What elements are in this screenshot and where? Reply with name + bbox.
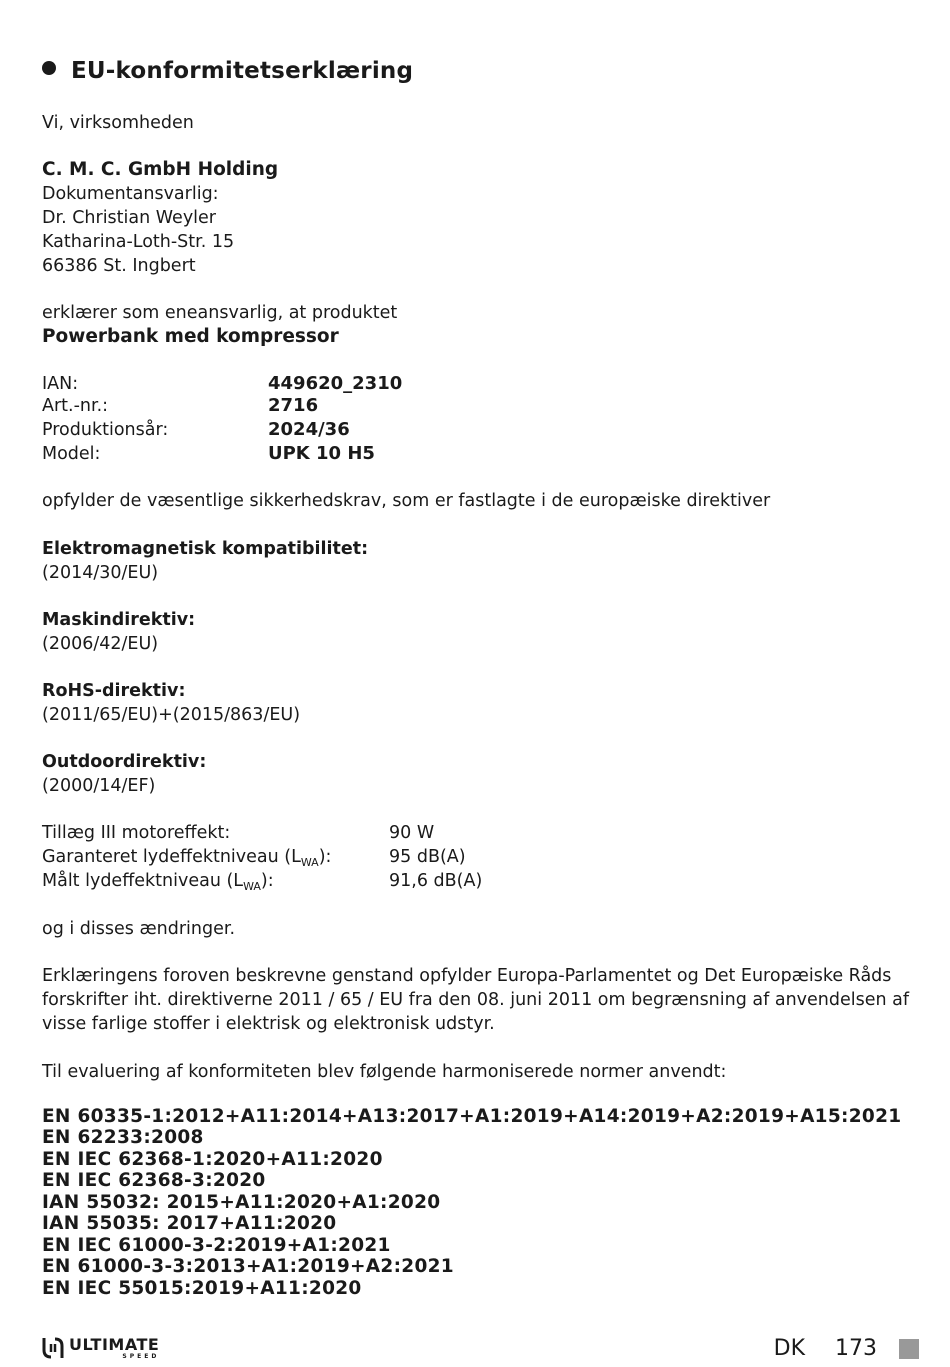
standard-item: EN 62233:2008 [42,1127,204,1148]
company-city: 66386 St. Ingbert [42,256,196,276]
directive-ref: (2011/65/EU)+(2015/863/EU) [42,705,301,725]
standard-item: IAN 55035: 2017+A11:2020 [42,1213,337,1234]
language-code: DK [773,1336,805,1361]
rohs-paragraph: Erklæringens foroven beskrevne genstand opfylder Europa-Parlamentet og Det Europæiske Råds forskrifter iht. direktiverne 2011 / 65 / EU fra den 08. juni 2011 om begrænsning af anvendelsen af visse farlige stoffer i elektrisk og elektronisk udstyr. [42,966,910,1034]
page-footer [774,1336,919,1361]
intro-text: Vi, virksomheden [42,113,194,133]
directive-ref: (2006/42/EU) [42,634,159,654]
measured-label: Målt lydeffektniveau $(L_{WA})$: [42,871,274,893]
ultimate-logo-icon [42,1336,64,1360]
page-marker-square [899,1339,919,1359]
standard-item: EN 61000-3-3:2013+A1:2019+A2:2021 [42,1256,454,1277]
detail-value-year: 2024/36 [268,419,350,440]
motor-value: 90 W [389,823,435,843]
standard-item: EN IEC 61000-3-2:2019+A1:2021 [42,1235,391,1256]
standard-item: EN IEC 62368-1:2020+A11:2020 [42,1149,383,1170]
logo-text: ULTIMATE [69,1334,160,1354]
standard-item: EN 60335-1:2012+A11:2014+A13:2017+A1:2019+A14:2019+A2:2019+A15:2021 [42,1106,902,1127]
logo-subtext: SPEED [122,1352,160,1360]
company-role: Dokumentansvarlig: [42,184,219,204]
measured-value: 91,6 dB(A) [389,871,483,891]
standard-item: IAN 55032: 2015+A11:2020+A1:2020 [42,1192,441,1213]
page-number: 173 [835,1336,877,1361]
bullet-icon [42,61,56,75]
company-street: Katharina-Loth-Str. 15 [42,232,235,252]
detail-label-artnr: Art.-nr.: [42,396,109,416]
fulfils-text: opfylder de væsentlige sikkerhedskrav, som er fastlagte i de europæiske direktiver [42,491,771,511]
company-person: Dr. Christian Weyler [42,208,217,228]
detail-value-artnr: 2716 [268,395,319,416]
brand-logo [42,1336,159,1360]
heading-text: EU-konformitetserklæring [71,58,414,84]
amendments-text: og i disses ændringer. [42,919,236,939]
standards-intro: Til evaluering af konformiteten blev følgende harmoniserede normer anvendt: [42,1062,727,1082]
directive-title: Outdoordirektiv: [42,752,207,772]
directive-title: RoHS-direktiv: [42,681,186,701]
directive-ref: (2014/30/EU) [42,563,159,583]
directive-ref: (2000/14/EF) [42,776,156,796]
standard-item: EN IEC 62368-3:2020 [42,1170,266,1191]
directive-title: Maskindirektiv: [42,610,196,630]
guaranteed-value: 95 dB(A) [389,847,466,867]
company-name: C. M. C. GmbH Holding [42,159,279,180]
guaranteed-label: Garanteret lydeffektniveau $(L_{WA})$: [42,847,332,869]
product-name: Powerbank med kompressor [42,326,339,347]
detail-label-ian: IAN: [42,374,79,394]
detail-label-year: Produktionsår: [42,420,169,440]
motor-label: Tillæg III motoreffekt: [42,823,231,843]
directive-title: Elektromagnetisk kompatibilitet: [42,539,369,559]
declares-text: erklærer som eneansvarlig, at produktet [42,303,398,323]
detail-value-ian: 449620_2310 [268,373,403,394]
standard-item: EN IEC 55015:2019+A11:2020 [42,1278,362,1299]
page-heading [42,58,413,84]
detail-value-model: UPK 10 H5 [268,443,375,464]
detail-label-model: Model: [42,444,101,464]
